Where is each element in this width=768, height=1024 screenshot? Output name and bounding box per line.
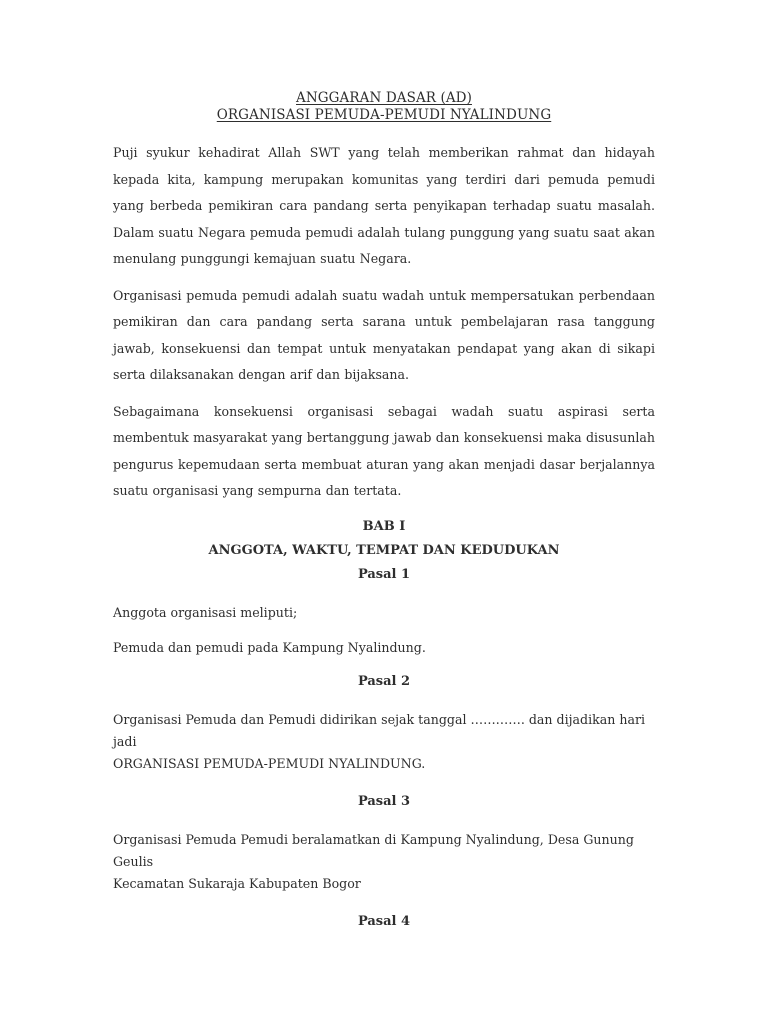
pasal-4-heading: Pasal 4 xyxy=(357,913,411,929)
pasal-1-line-2: Pemuda dan pemudi pada Kampung Nyalindung. xyxy=(113,639,426,655)
chapter-title: ANGGOTA, WAKTU, TEMPAT DAN KEDUDUKAN xyxy=(208,542,560,558)
document-title-line-1: ANGGARAN DASAR (AD) xyxy=(296,90,472,106)
paragraph-organisasi: Organisasi pemuda pemudi adalah suatu wadah untuk mempersatukan perbendaan pemikiran dan cara pandang serta sarana untuk pembelajaran rasa tanggung jawab, konsekuensi dan tempat untuk menyatakan pendapat yang akan di sikapi serta dilaksanakan dengan arif dan bijaksana. xyxy=(113,287,655,382)
paragraph-konsekuensi: Sebagaimana konsekuensi organisasi sebagai wadah suatu aspirasi serta membentuk masyarakat yang bertanggung jawab dan konsekuensi maka disusunlah pengurus kepemudaan serta membuat aturan yang akan menjadi dasar berjalannya suatu organisasi yang sempurna dan tertata. xyxy=(113,403,655,498)
document-page xyxy=(113,90,655,931)
intro-section xyxy=(113,140,655,505)
chapter-number: BAB I xyxy=(362,518,406,534)
paragraph-preamble: Puji syukur kehadirat Allah SWT yang telah memberikan rahmat dan hidayah kepada kita, kampung merupakan komunitas yang terdiri dari pemuda pemudi yang berbeda pemikiran cara pandang serta penyikapan terhadap suatu masalah. Dalam suatu Negara pemuda pemudi adalah tulang punggung yang suatu saat akan menulang punggungi kemajuan suatu Negara. xyxy=(113,145,655,266)
pasal-2-line-2: ORGANISASI PEMUDA-PEMUDI NYALINDUNG. xyxy=(113,755,426,771)
pasal-2-heading: Pasal 2 xyxy=(357,673,411,689)
pasal-1-heading: Pasal 1 xyxy=(357,566,411,582)
document-title xyxy=(113,90,655,124)
pasal-2-line-1: Organisasi Pemuda dan Pemudi didirikan sejak tanggal …………. dan dijadikan hari jadi xyxy=(113,711,646,749)
pasal-3-line-2: Kecamatan Sukaraja Kabupaten Bogor xyxy=(113,875,361,891)
pasal-1-line-1: Anggota organisasi meliputi; xyxy=(113,604,298,620)
document-title-line-2: ORGANISASI PEMUDA-PEMUDI NYALINDUNG xyxy=(216,107,552,123)
pasal-3-line-1: Organisasi Pemuda Pemudi beralamatkan di Kampung Nyalindung, Desa Gunung Geulis xyxy=(113,831,634,869)
pasal-3-heading: Pasal 3 xyxy=(357,793,411,809)
